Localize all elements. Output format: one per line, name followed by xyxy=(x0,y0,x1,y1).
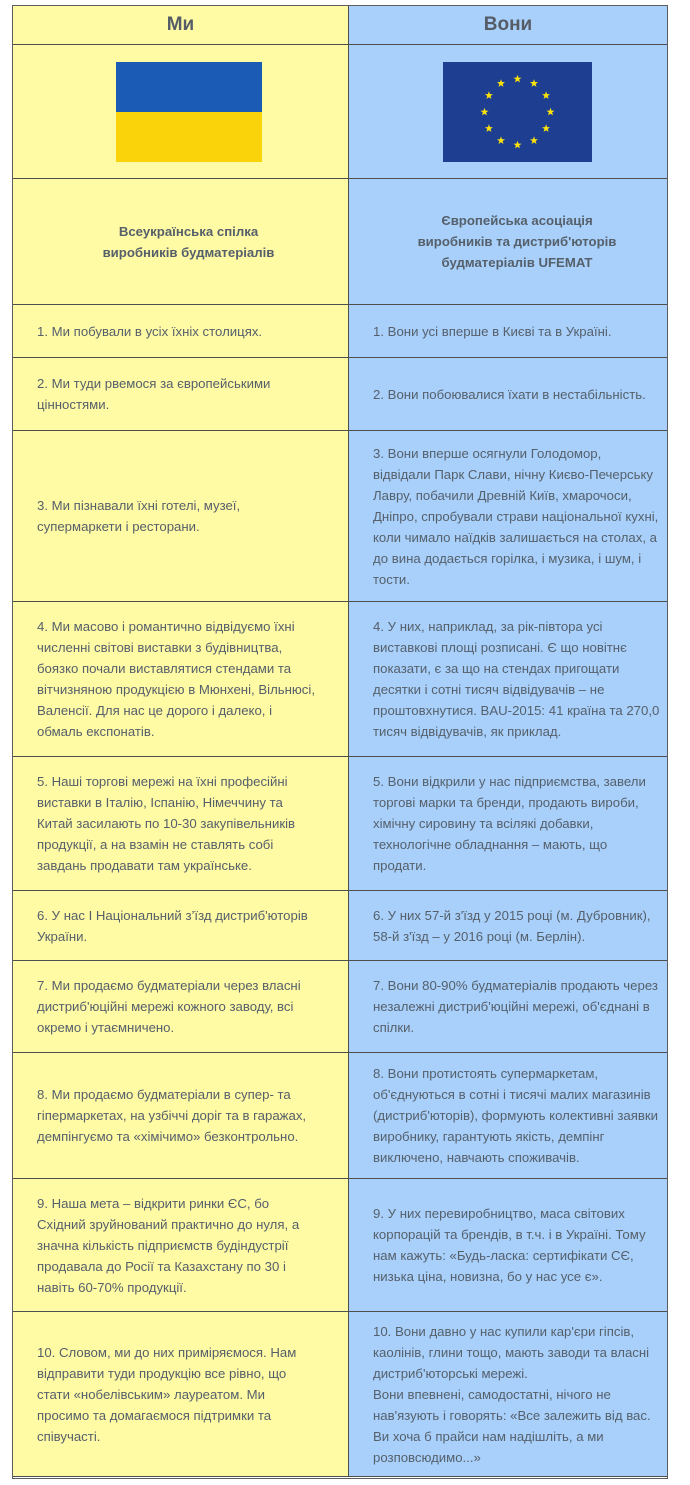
table-row xyxy=(13,757,667,891)
left-point-text: 7. Ми продаємо будматеріали через власні дистриб'юційні мережі кожного заводу, всі окремо і утаємничено. xyxy=(37,978,301,1035)
ukraine-flag-icon xyxy=(116,62,262,162)
row-right-cell xyxy=(349,891,667,961)
row-right-cell xyxy=(349,431,667,602)
flag-row xyxy=(13,45,667,179)
row-left-cell xyxy=(13,431,349,602)
left-point-text: 8. Ми продаємо будматеріали в супер- та гіпермаркетах, на узбіччі доріг та в гаражах, демпінгуємо та «хімічимо» безконтрольно. xyxy=(37,1087,307,1144)
table-row xyxy=(13,358,667,431)
row-left-cell xyxy=(13,358,349,431)
left-point-text: 3. Ми пізнавали їхні готелі, музеї, супермаркети і ресторани. xyxy=(37,498,241,534)
left-point-text: 6. У нас І Національний з’їзд дистриб'юторів України. xyxy=(37,907,308,944)
row-right-cell xyxy=(349,305,667,358)
organization-row xyxy=(13,179,667,305)
row-right-cell xyxy=(349,1053,667,1179)
right-point-text: 8. Вони протистоять супермаркетам, об'єднуються в сотні і тисячі малих магазинів (дистриб'юторів), формують колективні заявки виробнику, гарантують якість, демпінг виключено, навчають споживачів. xyxy=(373,1066,659,1165)
right-point-text: 3. Вони вперше осягнули Голодомор, відвідали Парк Слави, нічну Києво-Печерську Лавру, побачили Древній Київ, хмарочоси, Дніпро, спробували страви національної кухні, коли чимало наїдків залишається на столах, а до вина додається горілка, і музика, і шум, і тости. xyxy=(373,445,659,587)
header-left: Ми xyxy=(13,6,349,45)
right-organization: Європейська асоціація виробників та дистриб'юторів будматеріалів UFEMAT xyxy=(349,179,667,305)
right-point-text: 4. У них, наприклад, за рік-півтора усі виставкові площі розписані. Є що новітнє показати, є за що на стендах пригощати десятки і сотні тисяч відвідувачів – не проштовхнутися. BAU-2015: 41 країна та 270,0 тисяч відвідувачів, як приклад. xyxy=(373,619,660,739)
left-point-text: 1. Ми побували в усіх їхніх столицях. xyxy=(37,323,263,339)
table-row xyxy=(13,602,667,757)
left-flag-cell xyxy=(13,45,349,179)
table-row xyxy=(13,431,667,602)
row-left-cell xyxy=(13,1312,349,1477)
table-row xyxy=(13,1053,667,1179)
left-point-text: 4. Ми масово і романтично відвідуємо їхні численні світові виставки з будівництва, боязко почали виставлятися стендами та вітчизняною продукцією в Мюнхені, Вільнюсі, Валенсії. Для нас це дорого і далеко, і обмаль експонатів. xyxy=(37,619,315,739)
left-point-text: 9. Наша мета – відкрити ринки ЄС, бо Східний зруйнований практично до нуля, а значна кількість підприємств будіндустрії продавала до Росії та Казахстану по 30 і навіть 60-70% продукції. xyxy=(37,1195,300,1295)
table-row xyxy=(13,305,667,358)
table-body xyxy=(13,45,667,1477)
row-right-cell xyxy=(349,1179,667,1312)
comparison-table xyxy=(12,5,668,1479)
right-point-text: 5. Вони відкрили у нас підприємства, завели торгові марки та бренди, продають вироби, хімічну сировину та всілякі добавки, технологічне обладнання – мають, що продати. xyxy=(373,774,646,873)
right-point-text: 9. У них перевиробництво, маса світових корпорацій та брендів, в т.ч. і в Україні. Тому нам кажуть: «Будь-ласка: сертифікати СЄ, низька ціна, новизна, бо у нас усе є». xyxy=(373,1206,646,1284)
row-right-cell xyxy=(349,757,667,891)
row-left-cell xyxy=(13,602,349,757)
row-left-cell xyxy=(13,1179,349,1312)
left-point-text: 2. Ми туди рвемося за європейськими цінностями. xyxy=(37,376,271,412)
row-left-cell xyxy=(13,757,349,891)
row-right-cell xyxy=(349,961,667,1053)
right-point-text: 6. У них 57-й з'їзд у 2015 році (м. Дубровник), 58-й з'їзд – у 2016 році (м. Берлін). xyxy=(373,907,651,944)
table-row xyxy=(13,891,667,961)
table-row xyxy=(13,1312,667,1477)
row-left-cell xyxy=(13,305,349,358)
right-point-text: 7. Вони 80-90% будматеріалів продають через незалежні дистриб'юційні мережі, об'єднані в спілки. xyxy=(373,978,658,1035)
row-right-cell xyxy=(349,1312,667,1477)
row-left-cell xyxy=(13,891,349,961)
right-point-text: 2. Вони побоювалися їхати в нестабільність. xyxy=(373,386,646,402)
left-organization: Всеукраїнська спілка виробників будматеріалів xyxy=(13,179,349,305)
right-flag-cell xyxy=(349,45,667,179)
right-point-text: 10. Вони давно у нас купили кар'єри гіпсів, каолінів, глини тощо, мають заводи та власні дистриб'юторські мережі. Вони впевнені, самодостатні, нічого не нав'язують і говорять: «Все залежить від вас. Ви хоча б прайси нам надішліть, а ми розповсюдимо...» xyxy=(373,1323,651,1465)
header-row xyxy=(13,6,667,45)
table-row xyxy=(13,1179,667,1312)
left-point-text: 10. Словом, ми до них приміряємося. Нам відправити туди продукцію все рівно, що стати «нобелівським» лауреатом. Ми просимо та домагаємося підтримки та співучасті. xyxy=(37,1344,297,1444)
left-point-text: 5. Наші торгові мережі на їхні професійні виставки в Італію, Іспанію, Німеччину та Китай засилають по 10-30 закупівельників продукції, а на взамін не ставлять собі завдань продавати там українське. xyxy=(37,774,296,873)
table-row xyxy=(13,961,667,1053)
header-right: Вони xyxy=(349,6,667,45)
right-point-text: 1. Вони усі вперше в Києві та в Україні. xyxy=(373,323,612,339)
row-left-cell xyxy=(13,1053,349,1179)
row-right-cell xyxy=(349,358,667,431)
row-right-cell xyxy=(349,602,667,757)
row-left-cell xyxy=(13,961,349,1053)
eu-flag-icon xyxy=(443,62,592,162)
